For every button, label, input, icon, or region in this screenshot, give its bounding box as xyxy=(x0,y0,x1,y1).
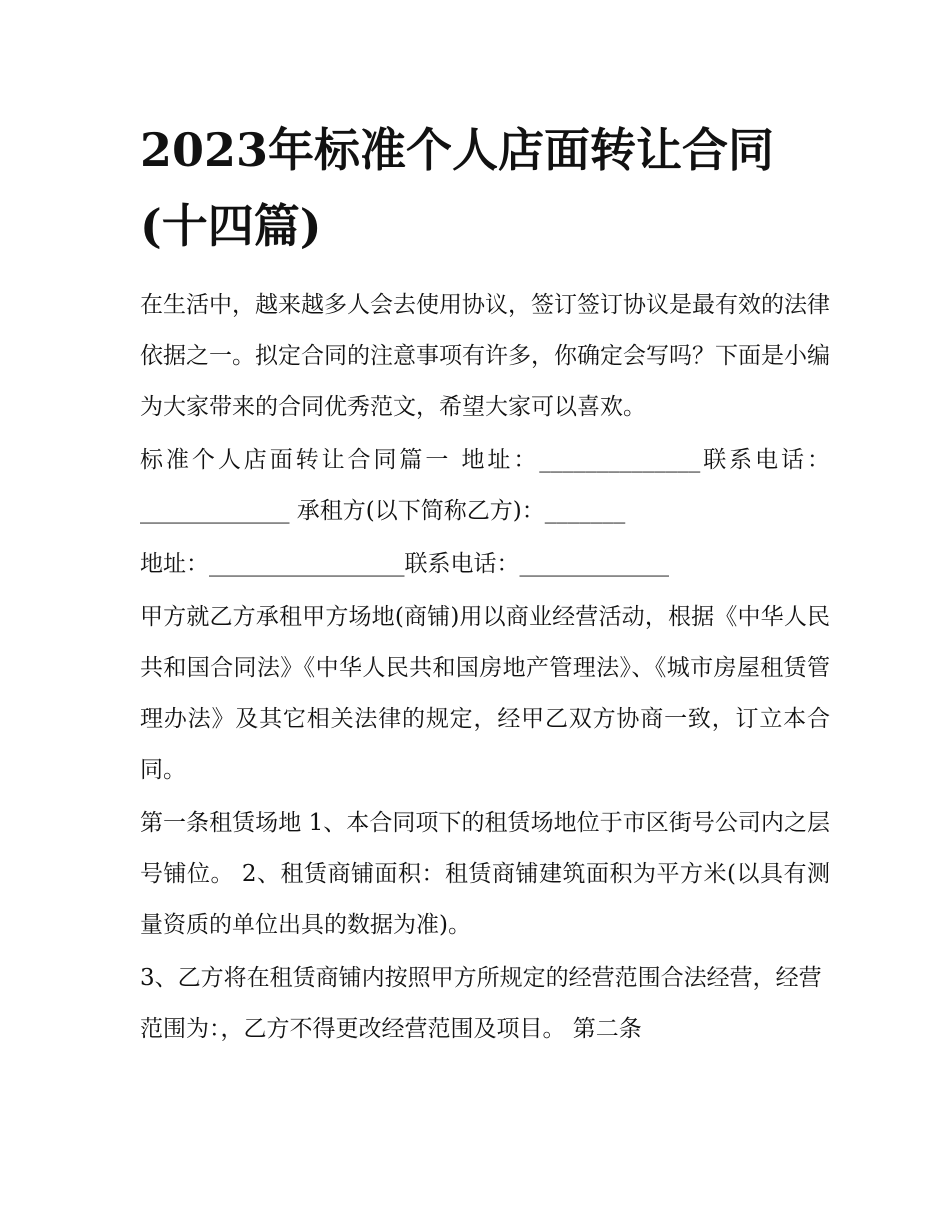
business-scope-paragraph: 3、乙方将在租赁商铺内按照甲方所规定的经营范围合法经营，经营范围为：，乙方不得更改经营范围及项目。 第二条 xyxy=(140,965,822,1042)
document-title: 2023年标准个人店面转让合同(十四篇) xyxy=(140,123,775,253)
intro-paragraph: 在生活中，越来越多人会去使用协议，签订签订协议是最有效的法律依据之一。拟定合同的注意事项有许多，你确定会写吗？下面是小编为大家带来的合同优秀范文，希望大家可以喜欢。 xyxy=(140,292,830,420)
article-one-paragraph: 第一条租赁场地 1、本合同项下的租赁场地位于市区街号公司内之层号铺位。 2、租赁商铺面积：租赁商铺建筑面积为平方米(以具有测量资质的单位出具的数据为准)。 xyxy=(140,810,830,938)
document-body xyxy=(140,280,830,1057)
party-b-address-paragraph: 地址：_________________联系电话：_____________ xyxy=(140,551,669,577)
legal-basis-paragraph: 甲方就乙方承租甲方场地(商铺)用以商业经营活动，根据《中华人民共和国合同法》《中华人民共和国房地产管理法》、《城市房屋租赁管理办法》及其它相关法律的规定，经甲乙双方协商一致，订立本合同。 xyxy=(140,604,830,783)
party-a-contact-paragraph: 标准个人店面转让合同篇一 地址：______________联系电话：_____________ 承租方(以下简称乙方)：_______ xyxy=(140,447,830,524)
